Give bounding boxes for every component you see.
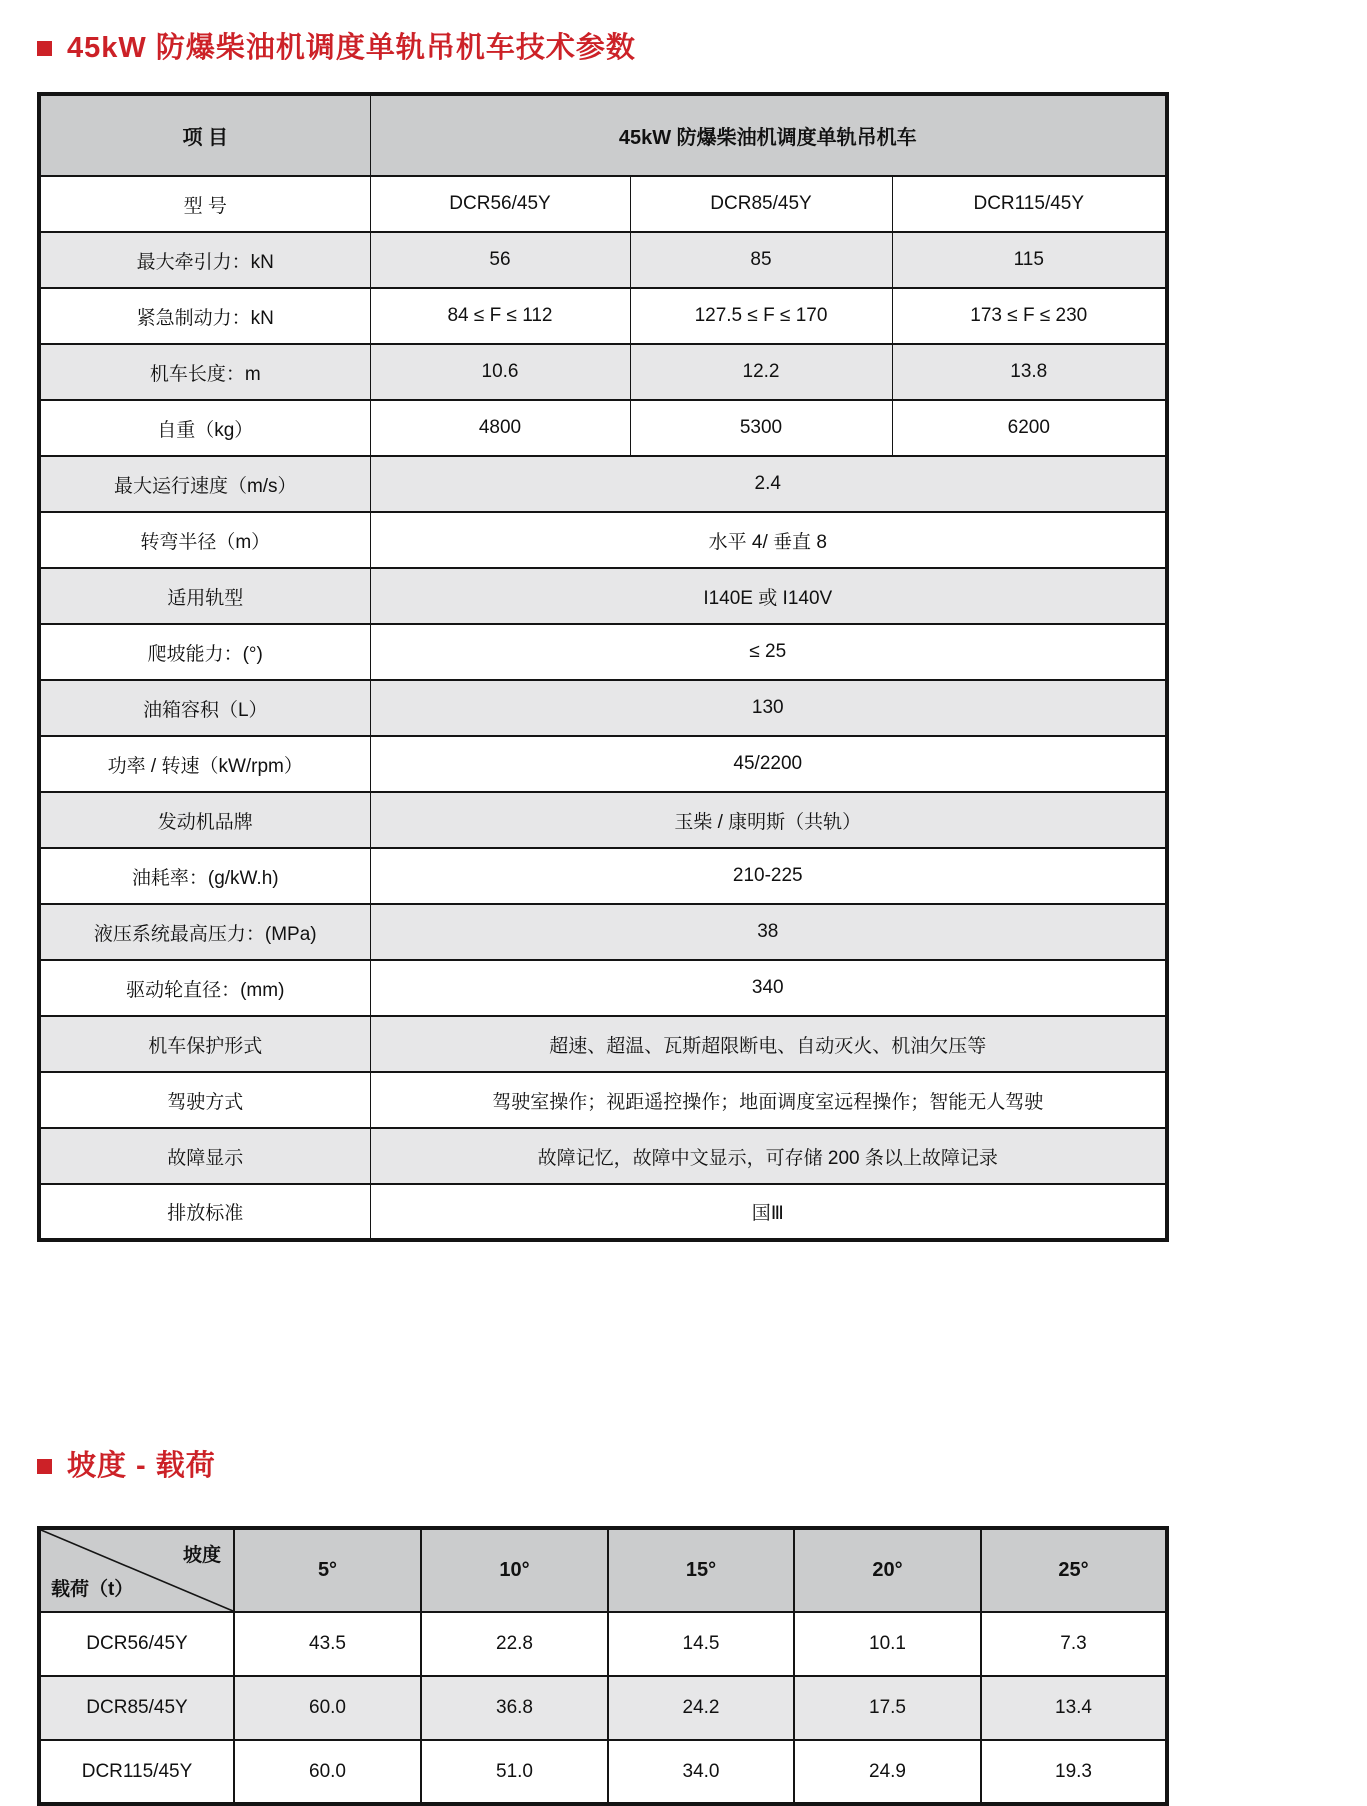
row-label: 紧急制动力：kN — [39, 288, 370, 344]
row-label: 功率 / 转速（kW/rpm） — [39, 736, 370, 792]
cell-value: 玉柴 / 康明斯（共轨） — [370, 792, 1167, 848]
row-label: 机车长度：m — [39, 344, 370, 400]
cell-value: 14.5 — [608, 1612, 794, 1676]
table-row — [39, 1184, 1167, 1240]
cell-value: 17.5 — [794, 1676, 981, 1740]
cell-value: 22.8 — [421, 1612, 608, 1676]
table-row — [39, 1072, 1167, 1128]
table-row — [39, 456, 1167, 512]
row-label: 油箱容积（L） — [39, 680, 370, 736]
table-row — [39, 232, 1167, 288]
cell-value: ≤ 25 — [370, 624, 1167, 680]
row-label: 最大牵引力：kN — [39, 232, 370, 288]
cell-value: DCR56/45Y — [370, 176, 630, 232]
cell-value: 国Ⅲ — [370, 1184, 1167, 1240]
table-header-row — [39, 1528, 1167, 1612]
cell-value: 85 — [630, 232, 892, 288]
cell-value: 60.0 — [234, 1740, 421, 1804]
col-header-angle: 5° — [234, 1528, 421, 1612]
cell-value: 13.8 — [892, 344, 1167, 400]
cell-value: 43.5 — [234, 1612, 421, 1676]
cell-value: 10.1 — [794, 1612, 981, 1676]
row-label-model: DCR115/45Y — [39, 1740, 234, 1804]
table-row — [39, 624, 1167, 680]
cell-value: 19.3 — [981, 1740, 1167, 1804]
cell-value: 12.2 — [630, 344, 892, 400]
table-row — [39, 1612, 1167, 1676]
cell-value: 24.2 — [608, 1676, 794, 1740]
col-header-product: 45kW 防爆柴油机调度单轨吊机车 — [370, 94, 1167, 176]
load-section-title — [37, 1446, 1367, 1486]
cell-value: 340 — [370, 960, 1167, 1016]
table-row — [39, 848, 1167, 904]
load-table — [37, 1526, 1169, 1806]
table-row — [39, 344, 1167, 400]
table-row — [39, 176, 1167, 232]
table-row — [39, 400, 1167, 456]
table-row — [39, 736, 1167, 792]
row-label: 发动机品牌 — [39, 792, 370, 848]
table-row — [39, 1676, 1167, 1740]
cell-value: 45/2200 — [370, 736, 1167, 792]
cell-value: 56 — [370, 232, 630, 288]
col-header-angle: 10° — [421, 1528, 608, 1612]
cell-value: 水平 4/ 垂直 8 — [370, 512, 1167, 568]
red-square-bullet-icon — [37, 41, 52, 56]
table-row — [39, 680, 1167, 736]
corner-label-load: 载荷（t） — [51, 1579, 134, 1600]
cell-value: 36.8 — [421, 1676, 608, 1740]
load-section-title-text: 坡度 - 载荷 — [67, 1449, 216, 1482]
table-row — [39, 960, 1167, 1016]
spec-table — [37, 92, 1169, 1242]
cell-value: 51.0 — [421, 1740, 608, 1804]
cell-value: 2.4 — [370, 456, 1167, 512]
cell-value: 超速、超温、瓦斯超限断电、自动灭火、机油欠压等 — [370, 1016, 1167, 1072]
cell-value: 60.0 — [234, 1676, 421, 1740]
cell-value: 4800 — [370, 400, 630, 456]
table-row — [39, 1740, 1167, 1804]
row-label: 驾驶方式 — [39, 1072, 370, 1128]
row-label-model: DCR85/45Y — [39, 1676, 234, 1740]
cell-value: 173 ≤ F ≤ 230 — [892, 288, 1167, 344]
table-row — [39, 288, 1167, 344]
row-label: 转弯半径（m） — [39, 512, 370, 568]
row-label: 故障显示 — [39, 1128, 370, 1184]
table-row — [39, 792, 1167, 848]
cell-value: 210-225 — [370, 848, 1167, 904]
table-header-row — [39, 94, 1167, 176]
cell-value: 驾驶室操作；视距遥控操作；地面调度室远程操作；智能无人驾驶 — [370, 1072, 1167, 1128]
col-header-angle: 20° — [794, 1528, 981, 1612]
row-label: 型 号 — [39, 176, 370, 232]
cell-value: 13.4 — [981, 1676, 1167, 1740]
cell-value: 故障记忆，故障中文显示，可存储 200 条以上故障记录 — [370, 1128, 1167, 1184]
col-header-angle: 15° — [608, 1528, 794, 1612]
cell-value: 7.3 — [981, 1612, 1167, 1676]
table-row — [39, 568, 1167, 624]
cell-value: DCR85/45Y — [630, 176, 892, 232]
row-label: 爬坡能力：(°) — [39, 624, 370, 680]
row-label: 油耗率：(g/kW.h) — [39, 848, 370, 904]
cell-value: 84 ≤ F ≤ 112 — [370, 288, 630, 344]
row-label: 适用轨型 — [39, 568, 370, 624]
cell-value: 6200 — [892, 400, 1167, 456]
row-label: 排放标准 — [39, 1184, 370, 1240]
cell-value: 24.9 — [794, 1740, 981, 1804]
cell-value: 130 — [370, 680, 1167, 736]
col-header-angle: 25° — [981, 1528, 1167, 1612]
cell-value: DCR115/45Y — [892, 176, 1167, 232]
red-square-bullet-icon — [37, 1459, 52, 1474]
row-label: 液压系统最高压力：(MPa) — [39, 904, 370, 960]
cell-value: 127.5 ≤ F ≤ 170 — [630, 288, 892, 344]
col-header-item: 项 目 — [39, 94, 370, 176]
cell-value: 34.0 — [608, 1740, 794, 1804]
corner-cell — [39, 1528, 234, 1612]
row-label: 驱动轮直径：(mm) — [39, 960, 370, 1016]
cell-value: 115 — [892, 232, 1167, 288]
row-label: 机车保护形式 — [39, 1016, 370, 1072]
row-label-model: DCR56/45Y — [39, 1612, 234, 1676]
cell-value: 10.6 — [370, 344, 630, 400]
cell-value: 38 — [370, 904, 1167, 960]
spec-section-title-text: 45kW 防爆柴油机调度单轨吊机车技术参数 — [67, 31, 636, 64]
cell-value: 5300 — [630, 400, 892, 456]
table-row — [39, 512, 1167, 568]
corner-label-gradient: 坡度 — [182, 1545, 221, 1566]
table-row — [39, 904, 1167, 960]
row-label: 最大运行速度（m/s） — [39, 456, 370, 512]
row-label: 自重（kg） — [39, 400, 370, 456]
cell-value: I140E 或 I140V — [370, 568, 1167, 624]
table-row — [39, 1128, 1167, 1184]
spec-section-title — [37, 28, 1367, 68]
table-row — [39, 1016, 1167, 1072]
